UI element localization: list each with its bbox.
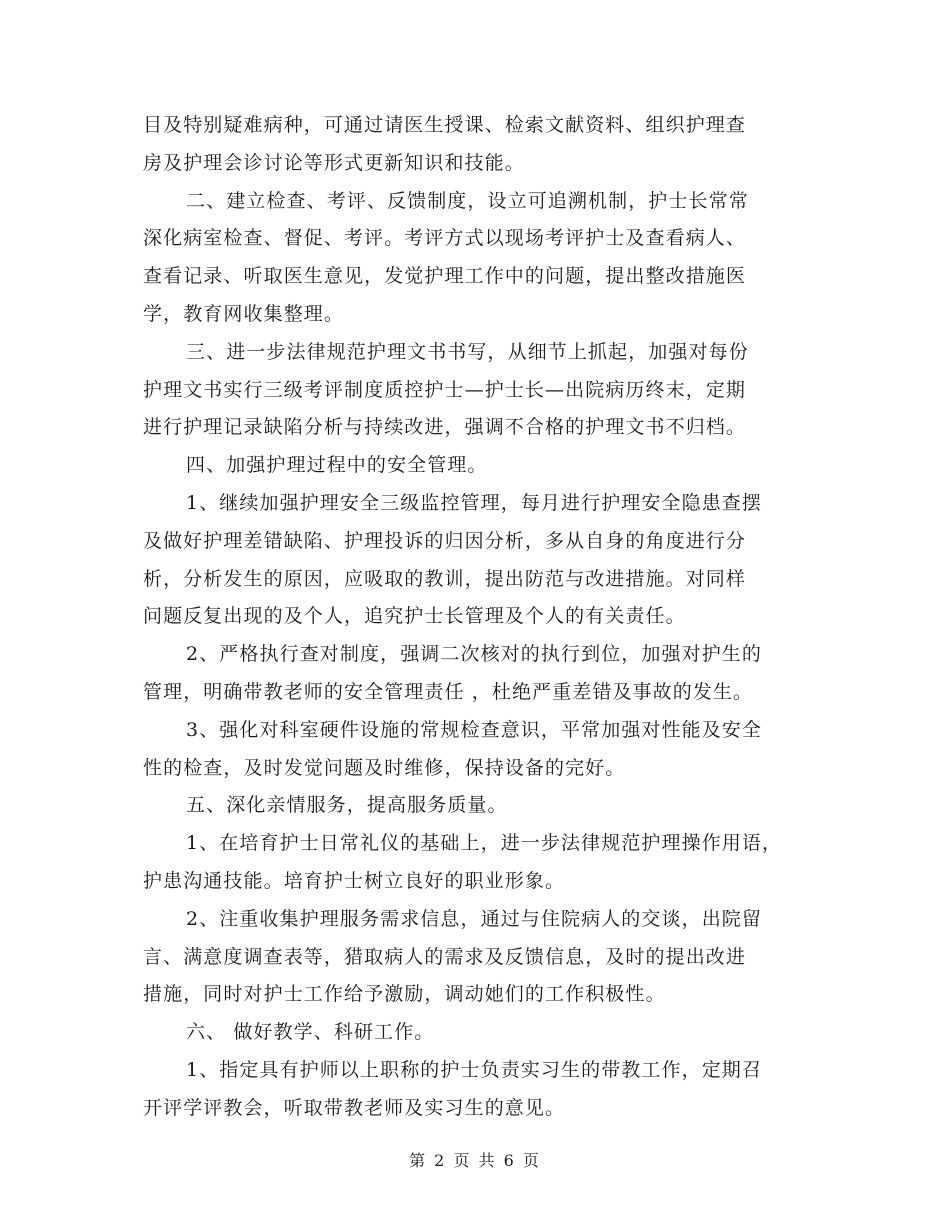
text-line: 进行护理记录缺陷分析与持续改进，强调不合格的护理文书不归档。 — [143, 416, 747, 439]
text-line: 措施，同时对护士工作给予激励，调动她们的工作积极性。 — [143, 983, 666, 1006]
list-item: 1、在培育护士日常礼仪的基础上，进一步法律规范护理操作用语， — [186, 832, 783, 855]
list-item: 1、指定具有护师以上职称的护士负责实习生的带教工作，定期召 — [186, 1058, 762, 1081]
text-line: 性的检查，及时发觉问题及时维修，保持设备的完好。 — [143, 756, 626, 779]
list-item: 2、严格执行查对制度，强调二次核对的执行到位，加强对护生的 — [186, 643, 762, 666]
text-line: 房及护理会诊讨论等形式更新知识和技能。 — [143, 151, 525, 174]
text-line: 言、满意度调查表等，猎取病人的需求及反馈信息，及时的提出改进 — [143, 945, 747, 968]
section-heading: 六、 做好教学、科研工作。 — [186, 1021, 435, 1044]
list-item: 3、强化对科室硬件设施的常规检查意识，平常加强对性能及安全 — [186, 718, 762, 741]
text-line: 开评学评教会，听取带教老师及实习生的意见。 — [143, 1096, 566, 1119]
page-number-footer: 第 2 页 共 6 页 — [409, 1151, 541, 1170]
section-heading: 三、进一步法律规范护理文书书写，从细节上抓起，加强对每份 — [186, 340, 749, 363]
section-heading: 二、建立检查、考评、反馈制度，设立可追溯机制，护士长常常 — [186, 189, 749, 212]
section-heading: 四、加强护理过程中的安全管理。 — [186, 454, 488, 477]
text-line: 护患沟通技能。培育护士树立良好的职业形象。 — [143, 869, 566, 892]
text-line: 护理文书实行三级考评制度质控护士—护士长—出院病历终末，定期 — [143, 378, 747, 401]
list-item: 2、注重收集护理服务需求信息，通过与住院病人的交谈，出院留 — [186, 907, 762, 930]
document-body — [143, 107, 808, 1128]
text-line: 管理，明确带教老师的安全管理责任 ，杜绝严重差错及事故的发生。 — [143, 680, 754, 703]
text-line: 析，分析发生的原因，应吸取的教训，提出防范与改进措施。对同样 — [143, 567, 747, 590]
text-line: 目及特别疑难病种，可通过请医生授课、检索文献资料、组织护理查 — [143, 114, 747, 136]
list-item: 1、继续加强护理安全三级监控管理，每月进行护理安全隐患查摆 — [186, 491, 762, 514]
text-line: 学，教育网收集整理。 — [143, 302, 345, 325]
text-line: 查看记录、听取医生意见，发觉护理工作中的问题，提出整改措施医 — [143, 265, 747, 288]
text-line: 及做好护理差错缺陷、护理投诉的归因分析，多从自身的角度进行分 — [143, 529, 747, 552]
text-line: 问题反复出现的及个人，追究护士长管理及个人的有关责任。 — [143, 605, 686, 628]
text-line: 深化病室检查、督促、考评。考评方式以现场考评护士及查看病人、 — [143, 227, 747, 250]
section-heading: 五、深化亲情服务，提高服务质量。 — [186, 794, 508, 817]
